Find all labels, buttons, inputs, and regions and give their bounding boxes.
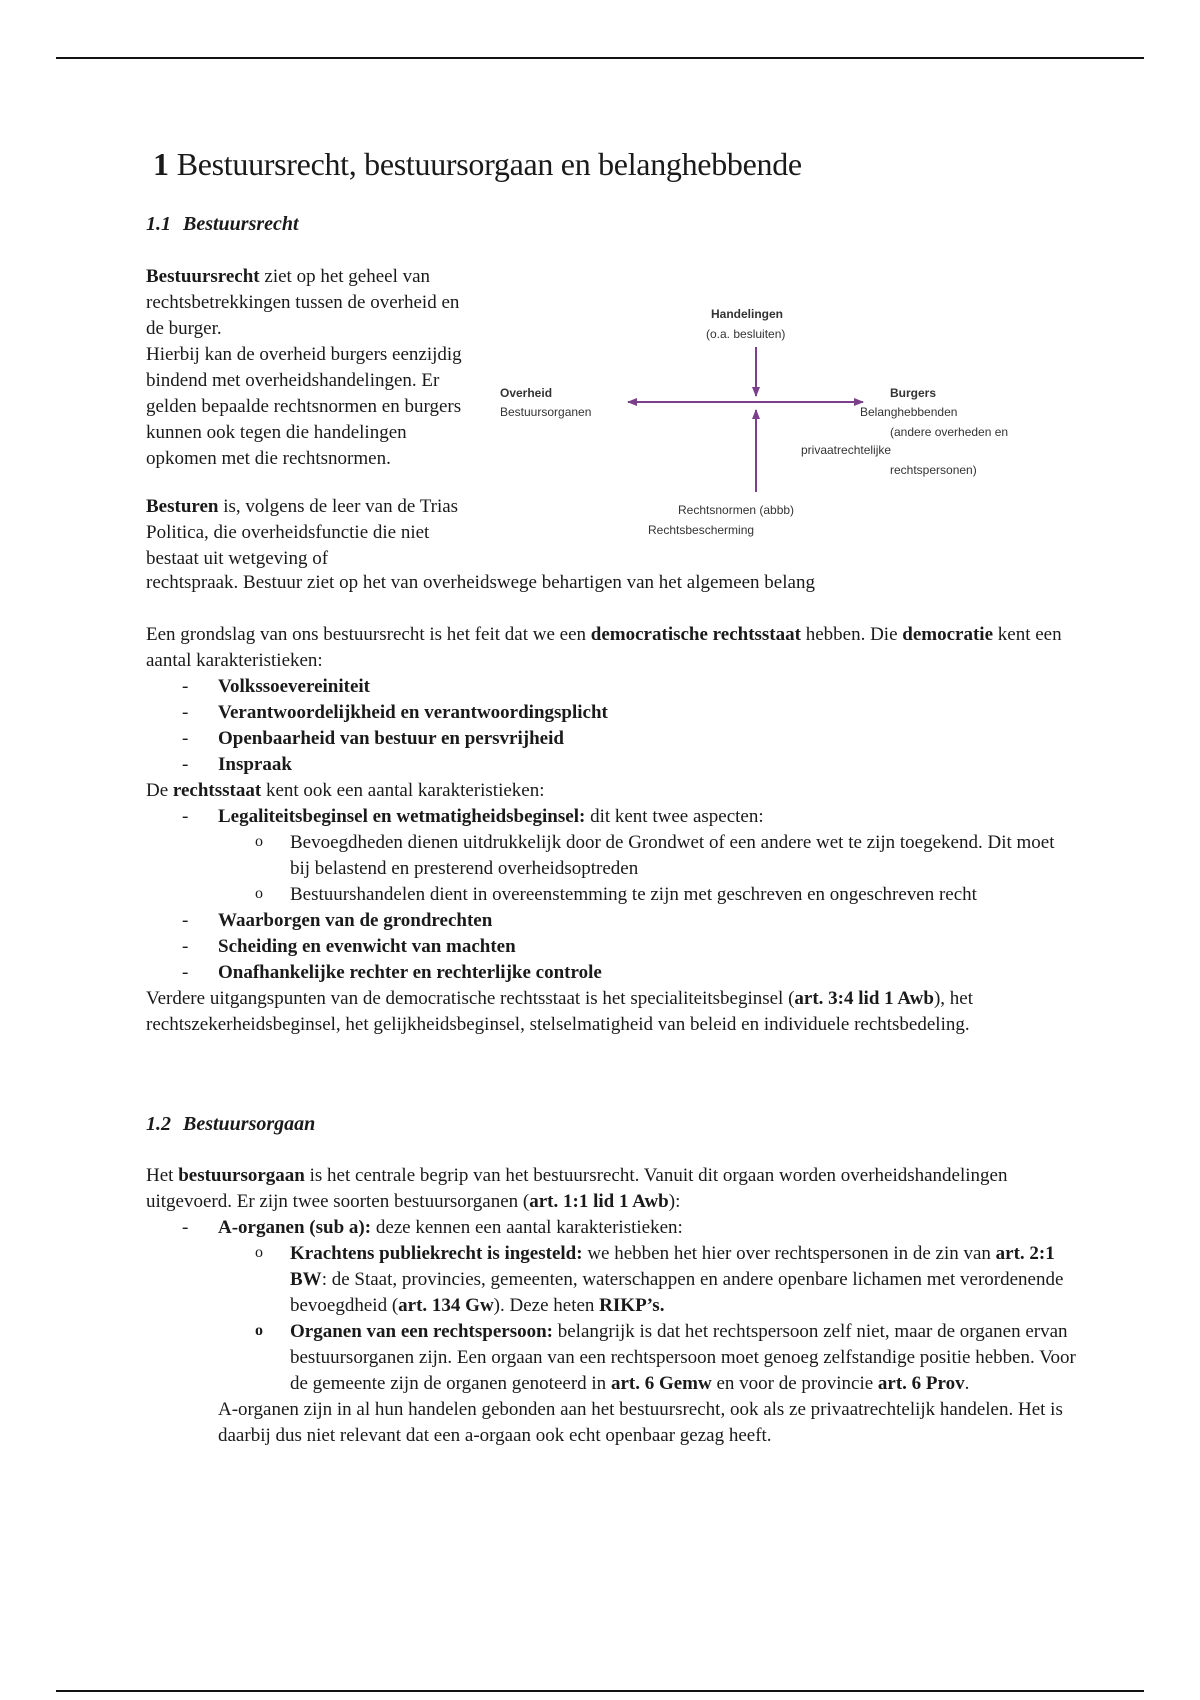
diagram-label-rechtsnormen: Rechtsnormen (abbb) [678, 503, 795, 517]
article-ref: art. 3:4 lid 1 Awb [794, 988, 934, 1009]
sublist-bold: Krachtens publiekrecht is ingesteld: [290, 1243, 583, 1264]
sublist-bold: Organen van een rechtspersoon: [290, 1321, 553, 1342]
article-ref: art. 6 Prov [877, 1373, 965, 1394]
diagram-label-andere-overheden: (andere overheden en [890, 425, 1009, 439]
text: ). Deze heten [493, 1295, 600, 1316]
text: kent ook een aantal karakteristieken: [261, 780, 545, 801]
text: Het [146, 1165, 179, 1186]
text: ), het rechtszekerheidsbeginsel, het gelijkheidsbeginsel, stelselmatigheid van beleid en individuele rechtsbedeling. [146, 988, 973, 1035]
text: ): [668, 1191, 681, 1212]
section-heading-1-2 [146, 1113, 315, 1136]
bottom-rule [56, 1690, 1144, 1692]
text: De [146, 780, 173, 801]
term-democratische-rechtsstaat: democratische rechtsstaat [590, 624, 801, 645]
sublist-item [146, 1319, 1076, 1397]
legaliteit-sublist [146, 830, 1076, 908]
article-ref: art. 6 Gemw [610, 1373, 712, 1394]
heading-text: Bestuursrecht, bestuursorgaan en belanghebbende [176, 146, 802, 182]
text: kent een aantal karakteristieken: [146, 624, 1062, 671]
democracy-block [146, 622, 1076, 1038]
list-item [146, 752, 1076, 778]
list-item-text: dit kent twee aspecten: [585, 806, 764, 827]
top-rule [56, 57, 1144, 59]
list-item-text: Scheiding en evenwicht van machten [218, 936, 516, 957]
list-item-bold: A-organen (sub a): [218, 1217, 372, 1238]
rechtsstaat-list [146, 804, 1076, 986]
list-item [146, 908, 1076, 934]
text: : de Staat, provincies, gemeenten, waterschappen en andere openbare lichamen met verordenende bevoegdheid ( [290, 1269, 1064, 1316]
a-organen-closing: A-organen zijn in al hun handelen gebonden aan het bestuursrecht, ook als ze privaatrechtelijk handelen. Het is daarbij dus niet relevant dat een a-orgaan ook echt openbaar gezag heeft. [218, 1399, 1063, 1446]
text: en voor de provincie [711, 1373, 878, 1394]
text: belangrijk is dat het rechtspersoon zelf niet, maar de organen ervan bestuursorganen zijn. Een orgaan van een rechtspersoon moet genoeg zelfstandige positie hebben. Voor de gemeente zijn de organen genoteerd in [290, 1321, 1076, 1394]
text: hebben. Die [800, 624, 903, 645]
diagram-label-privaatrechtelijke: privaatrechtelijke [801, 443, 892, 457]
article-ref: art. 134 Gw [398, 1295, 494, 1316]
besturen-paragraph-end [146, 570, 1106, 596]
democracy-list [146, 674, 1076, 778]
section-heading-1-1 [146, 213, 299, 236]
page-title [153, 146, 802, 183]
bestuursorgaan-block [146, 1163, 1076, 1449]
diagram-label-belanghebbenden: Belanghebbenden [860, 405, 958, 419]
diagram-label-bestuursorganen: Bestuursorganen [500, 405, 592, 419]
article-ref: art. 1:1 lid 1 Awb [529, 1191, 669, 1212]
besturen-paragraph-start [146, 494, 466, 572]
diagram-rights-relations [478, 272, 1048, 550]
intro-paragraph [146, 264, 466, 472]
diagram-label-rechtspersonen: rechtspersonen) [890, 463, 977, 477]
text: . [964, 1373, 970, 1394]
section-title: Bestuursrecht [183, 213, 299, 235]
section-title: Bestuursorgaan [183, 1113, 316, 1135]
article-ref: art. 2:1 BW [290, 1243, 1055, 1290]
list-item-text: Waarborgen van de grondrechten [218, 910, 493, 931]
besturen-text-tail: rechtspraak. Bestuur ziet op het van overheidswege behartigen van het algemeen belang [146, 572, 815, 593]
term-bestuursorgaan: bestuursorgaan [178, 1165, 305, 1186]
diagram-label-besluiten: (o.a. besluiten) [706, 327, 786, 341]
verdere-paragraph [146, 986, 1076, 1038]
list-item [146, 804, 1076, 908]
term-rechtsstaat: rechtsstaat [172, 780, 262, 801]
list-item-text: Onafhankelijke rechter en rechterlijke controle [218, 962, 602, 983]
section-number: 1.2 [146, 1113, 171, 1135]
section-number: 1.1 [146, 213, 171, 235]
text: we hebben het hier over rechtspersonen in de zin van [582, 1243, 996, 1264]
orgaan-list [146, 1215, 1076, 1397]
list-item [146, 934, 1076, 960]
list-item [146, 674, 1076, 700]
rechtsstaat-intro [146, 778, 1076, 804]
list-item [146, 700, 1076, 726]
list-item [146, 960, 1076, 986]
sublist-item: o Bestuurshandelen dient in overeenstemming te zijn met geschreven en ongeschreven recht [146, 882, 1076, 908]
term-besturen: Besturen [146, 496, 219, 517]
intro-text-2: Hierbij kan de overheid burgers eenzijdig bindend met overheidshandelingen. Er gelden bepaalde rechtsnormen en burgers kunnen ook tegen die handelingen opkomen met die rechtsnormen. [146, 344, 462, 469]
list-item-bold: Legaliteitsbeginsel en wetmatigheidsbeginsel: [218, 806, 586, 827]
sublist-item: o Bevoegdheden dienen uitdrukkelijk door de Grondwet of een andere wet te zijn toegekend. Dit moet bij belastend en presterend overheidsoptreden [146, 830, 1076, 882]
list-item [146, 1215, 1076, 1397]
diagram-label-overheid: Overheid [500, 386, 553, 400]
term-democratie: democratie [902, 624, 994, 645]
orgaan-intro [146, 1163, 1076, 1215]
list-item-text: Inspraak [218, 754, 292, 775]
diagram-label-handelingen: Handelingen [711, 307, 784, 321]
text: is het centrale begrip van het bestuursrecht. Vanuit dit orgaan worden overheidshandelingen uitgevoerd. Er zijn twee soorten bestuursorganen ( [146, 1165, 1008, 1212]
democracy-intro [146, 622, 1076, 674]
list-item-text: Openbaarheid van bestuur en persvrijheid [218, 728, 564, 749]
term-bestuursrecht: Bestuursrecht [146, 266, 260, 287]
heading-number: 1 [153, 146, 169, 182]
a-organen-sublist [146, 1241, 1076, 1397]
list-item-text: deze kennen een aantal karakteristieken: [371, 1217, 683, 1238]
text: Een grondslag van ons bestuursrecht is het feit dat we een [146, 624, 591, 645]
list-item-text: Verantwoordelijkheid en verantwoordingsplicht [218, 702, 608, 723]
diagram-label-burgers: Burgers [890, 386, 937, 400]
list-item-text: Volkssoevereiniteit [218, 676, 370, 697]
text: Verdere uitgangspunten van de democratische rechtsstaat is het specialiteitsbeginsel ( [146, 988, 795, 1009]
list-item [146, 726, 1076, 752]
intro-text-1: ziet op het geheel van rechtsbetrekkingen tussen de overheid en de burger. [146, 266, 460, 339]
besturen-text-wrap: is, volgens de leer van de Trias Politica, die overheidsfunctie die niet bestaat uit wetgeving of [146, 496, 459, 569]
term-rikps: RIKP’s. [599, 1295, 665, 1316]
diagram-label-rechtsbescherming: Rechtsbescherming [648, 523, 755, 537]
sublist-item [146, 1241, 1076, 1319]
